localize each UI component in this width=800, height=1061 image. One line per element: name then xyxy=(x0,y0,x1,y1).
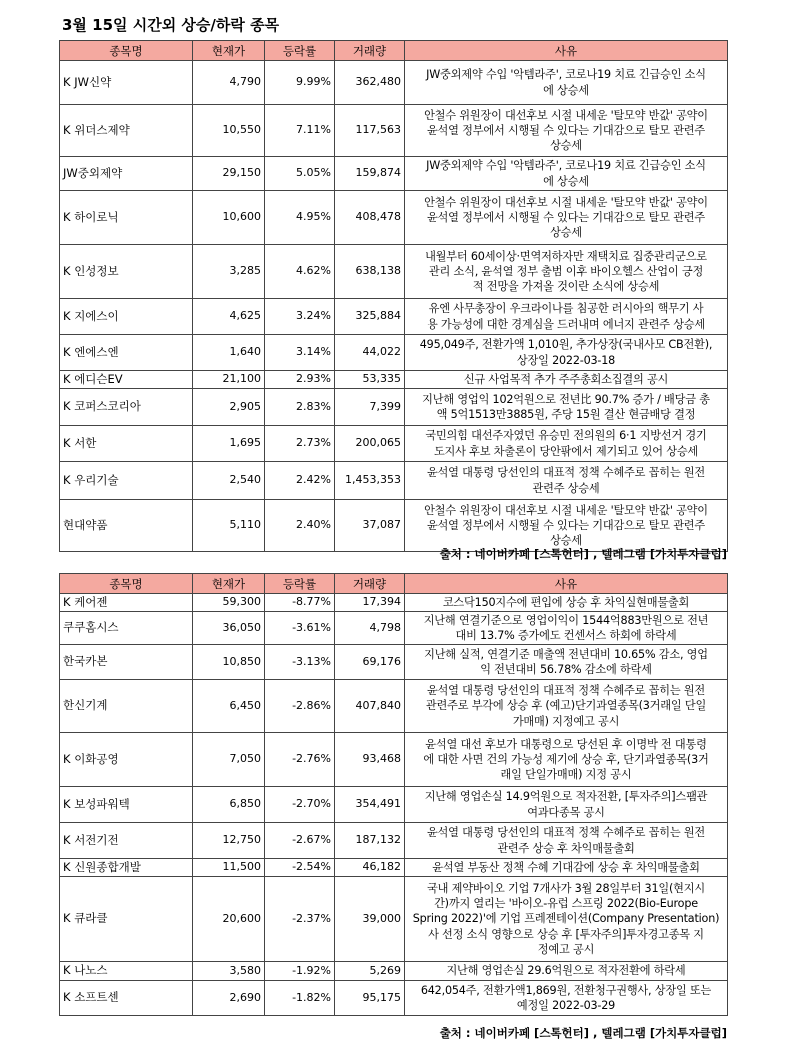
reason-line: 코스닥150지수에 편입에 상승 후 차익실현매물출회 xyxy=(442,595,690,609)
reason-cell xyxy=(405,594,728,612)
reason-line: 윤석열 부동산 정책 수혜 기대감에 상승 후 차익매물출회 xyxy=(432,860,700,874)
change-rate-cell: -3.13% xyxy=(265,645,335,680)
table-header-row xyxy=(60,574,728,594)
reason-cell xyxy=(405,877,728,962)
table-row xyxy=(60,157,728,191)
falling-table-body xyxy=(60,594,728,1016)
stock-name-cell: K 소프트센 xyxy=(60,981,193,1016)
volume-cell: 95,175 xyxy=(335,981,405,1016)
price-cell: 6,850 xyxy=(193,787,265,823)
reason-line: JW중외제약 수입 '악템라주', 코로나19 치료 긴급승인 소식 xyxy=(426,68,706,82)
volume-cell: 187,132 xyxy=(335,823,405,859)
table-row xyxy=(60,61,728,105)
reason-line: 지난해 연결기준으로 영업이익이 1544억883만원으로 전년 xyxy=(423,613,709,627)
price-cell: 36,050 xyxy=(193,612,265,645)
table-row xyxy=(60,823,728,859)
stock-name-cell: K 하이로닉 xyxy=(60,191,193,245)
header-name: 종목명 xyxy=(60,574,193,594)
reason-cell xyxy=(405,500,728,552)
stock-name-cell: 현대약품 xyxy=(60,500,193,552)
stock-name-cell: K 엔에스엔 xyxy=(60,335,193,371)
reason-line: 상승세 xyxy=(550,226,582,240)
rising-table-body xyxy=(60,61,728,552)
change-rate-cell: 5.05% xyxy=(265,157,335,191)
reason-line: 윤석열 대통령 당선인의 대표적 정책 수혜주로 꼽히는 원전 xyxy=(426,466,706,480)
change-rate-cell: 3.24% xyxy=(265,299,335,335)
stock-name-cell: K 신원종합개발 xyxy=(60,859,193,877)
stock-name-cell: K 이화공영 xyxy=(60,733,193,787)
volume-cell: 638,138 xyxy=(335,245,405,299)
reason-line: 가매매) 지정예고 공시 xyxy=(512,714,620,728)
reason-cell xyxy=(405,371,728,389)
table-header-row xyxy=(60,41,728,61)
stock-name-cell: 한신기계 xyxy=(60,680,193,733)
header-volume: 거래량 xyxy=(335,574,405,594)
reason-line: 관련주로 부각에 상승 후 (예고)단기과열종목(3거래일 단일 xyxy=(425,699,707,713)
price-cell: 11,500 xyxy=(193,859,265,877)
header-reason: 사유 xyxy=(405,574,728,594)
falling-stocks-table xyxy=(59,573,728,1016)
change-rate-cell: -2.54% xyxy=(265,859,335,877)
stock-name-cell: K 코퍼스코리아 xyxy=(60,389,193,426)
reason-cell xyxy=(405,157,728,191)
price-cell: 10,850 xyxy=(193,645,265,680)
change-rate-cell: 4.62% xyxy=(265,245,335,299)
change-rate-cell: 4.95% xyxy=(265,191,335,245)
stock-name-cell: 쿠쿠홈시스 xyxy=(60,612,193,645)
table-row xyxy=(60,335,728,371)
volume-cell: 44,022 xyxy=(335,335,405,371)
reason-line: 여과다종목 공시 xyxy=(527,805,605,819)
reason-line: 유엔 사무총장이 우크라이나를 침공한 러시아의 핵무기 사 xyxy=(428,302,704,316)
reason-cell xyxy=(405,389,728,426)
change-rate-cell: -1.82% xyxy=(265,981,335,1016)
stock-name-cell: K 보성파워텍 xyxy=(60,787,193,823)
reason-cell xyxy=(405,981,728,1016)
reason-line: 국내 제약바이오 기업 7개사가 3월 28일부터 31일(현지시 xyxy=(427,882,705,896)
change-rate-cell: -2.70% xyxy=(265,787,335,823)
change-rate-cell: -1.92% xyxy=(265,962,335,981)
change-rate-cell: 2.83% xyxy=(265,389,335,426)
reason-cell xyxy=(405,645,728,680)
header-change: 등락률 xyxy=(265,41,335,61)
price-cell: 59,300 xyxy=(193,594,265,612)
change-rate-cell: 2.40% xyxy=(265,500,335,552)
reason-line: Spring 2022)'에 기업 프레젠테이션(Company Presentation) xyxy=(412,912,720,926)
price-cell: 5,110 xyxy=(193,500,265,552)
stock-name-cell: 한국카본 xyxy=(60,645,193,680)
price-cell: 2,540 xyxy=(193,462,265,500)
reason-line: 도지사 후보 차출론이 당안팎에서 제기되고 있어 상승세 xyxy=(433,444,699,458)
table-row xyxy=(60,389,728,426)
table-row xyxy=(60,462,728,500)
volume-cell: 362,480 xyxy=(335,61,405,105)
stock-name-cell: K JW신약 xyxy=(60,61,193,105)
volume-cell: 159,874 xyxy=(335,157,405,191)
stock-name-cell: K 나노스 xyxy=(60,962,193,981)
reason-line: 에 상승세 xyxy=(543,83,589,97)
reason-line: 관련주 상승 후 차익매물출회 xyxy=(497,841,635,855)
reason-line: 642,054주, 전환가액1,869원, 전환청구권행사, 상장일 또는 xyxy=(420,983,712,997)
price-cell: 12,750 xyxy=(193,823,265,859)
stock-name-cell: K 인성정보 xyxy=(60,245,193,299)
reason-line: 지난해 영업손실 14.9억원으로 적자전환, [투자주의]스팸관 xyxy=(424,790,708,804)
reason-line: 윤석열 대선 후보가 대통령으로 당선된 후 이명박 전 대통령 xyxy=(425,737,707,751)
stock-name-cell: K 서한 xyxy=(60,426,193,462)
reason-line: 지난해 영업손실 29.6억원으로 적자전환에 하락세 xyxy=(446,964,686,978)
stock-name-cell: K 위더스제약 xyxy=(60,105,193,157)
volume-cell: 407,840 xyxy=(335,680,405,733)
reason-cell xyxy=(405,962,728,981)
table-row xyxy=(60,859,728,877)
table-row xyxy=(60,645,728,680)
stock-name-cell: K 서전기전 xyxy=(60,823,193,859)
price-cell: 4,625 xyxy=(193,299,265,335)
price-cell: 20,600 xyxy=(193,877,265,962)
price-cell: 2,905 xyxy=(193,389,265,426)
stock-name-cell: K 우리기술 xyxy=(60,462,193,500)
volume-cell: 17,394 xyxy=(335,594,405,612)
price-cell: 7,050 xyxy=(193,733,265,787)
rising-stocks-table xyxy=(59,40,728,552)
reason-cell xyxy=(405,191,728,245)
table-row xyxy=(60,981,728,1016)
volume-cell: 46,182 xyxy=(335,859,405,877)
table-row xyxy=(60,500,728,552)
stock-name-cell: K 큐라클 xyxy=(60,877,193,962)
table-row xyxy=(60,105,728,157)
volume-cell: 408,478 xyxy=(335,191,405,245)
reason-line: 사 선정 소식 영향으로 상승 후 [투자주의]투자경고종목 지 xyxy=(428,927,704,941)
volume-cell: 1,453,353 xyxy=(335,462,405,500)
reason-line: JW중외제약 수입 '악템라주', 코로나19 치료 긴급승인 소식 xyxy=(426,159,706,173)
reason-line: 간)까지 열리는 '바이오-유럽 스프링 2022(Bio-Europe xyxy=(434,897,698,911)
table-row xyxy=(60,962,728,981)
change-rate-cell: 9.99% xyxy=(265,61,335,105)
reason-line: 안철수 위원장이 대선후보 시절 내세운 '탈모약 반값' 공약이 xyxy=(424,108,708,122)
table-row xyxy=(60,594,728,612)
table-row xyxy=(60,245,728,299)
price-cell: 4,790 xyxy=(193,61,265,105)
table-row xyxy=(60,733,728,787)
volume-cell: 7,399 xyxy=(335,389,405,426)
change-rate-cell: -2.86% xyxy=(265,680,335,733)
reason-line: 내월부터 60세이상·면역저하자만 재택치료 집중관리군으로 xyxy=(425,249,707,263)
table-row xyxy=(60,191,728,245)
price-cell: 3,285 xyxy=(193,245,265,299)
volume-cell: 354,491 xyxy=(335,787,405,823)
reason-cell xyxy=(405,335,728,371)
price-cell: 2,690 xyxy=(193,981,265,1016)
reason-cell xyxy=(405,299,728,335)
reason-line: 래일 단일가매매) 지정 공시 xyxy=(500,768,632,782)
reason-cell xyxy=(405,612,728,645)
volume-cell: 117,563 xyxy=(335,105,405,157)
stock-name-cell: K 지에스이 xyxy=(60,299,193,335)
volume-cell: 39,000 xyxy=(335,877,405,962)
reason-cell xyxy=(405,680,728,733)
price-cell: 21,100 xyxy=(193,371,265,389)
change-rate-cell: 3.14% xyxy=(265,335,335,371)
table-row xyxy=(60,612,728,645)
header-change: 등락률 xyxy=(265,574,335,594)
reason-line: 495,049주, 전환가액 1,010원, 추가상장(국내사모 CB전환), xyxy=(419,338,713,352)
page-title: 3월 15일 시간외 상승/하락 종목 xyxy=(62,16,280,34)
volume-cell: 69,176 xyxy=(335,645,405,680)
header-reason: 사유 xyxy=(405,41,728,61)
reason-line: 예정일 2022-03-29 xyxy=(516,999,616,1012)
reason-line: 적 전망을 가져올 것이란 소식에 상승세 xyxy=(472,280,660,294)
change-rate-cell: 2.93% xyxy=(265,371,335,389)
header-name: 종목명 xyxy=(60,41,193,61)
reason-line: 대비 13.7% 증가에도 컨센서스 하회에 하락세 xyxy=(455,629,677,642)
price-cell: 1,695 xyxy=(193,426,265,462)
reason-line: 지난해 영업익 102억원으로 전년比 90.7% 증가 / 배당금 총 xyxy=(422,392,710,406)
reason-line: 관련주 상승세 xyxy=(532,481,600,495)
price-cell: 10,600 xyxy=(193,191,265,245)
reason-line: 정예고 공시 xyxy=(537,942,595,956)
reason-cell xyxy=(405,733,728,787)
table-row xyxy=(60,877,728,962)
reason-line: 신규 사업목적 추가 주주총회소집결의 공시 xyxy=(463,372,669,386)
change-rate-cell: -2.76% xyxy=(265,733,335,787)
reason-line: 윤석열 정부에서 시행될 수 있다는 기대감으로 탈모 관련주 xyxy=(426,123,706,137)
stock-name-cell: K 에디슨EV xyxy=(60,371,193,389)
reason-line: 상장일 2022-03-18 xyxy=(516,353,616,367)
reason-cell xyxy=(405,859,728,877)
table-row xyxy=(60,680,728,733)
reason-cell xyxy=(405,61,728,105)
reason-line: 관리 소식, 윤석열 정부 출범 이후 바이오헬스 산업이 긍정 xyxy=(428,264,704,278)
price-cell: 1,640 xyxy=(193,335,265,371)
header-volume: 거래량 xyxy=(335,41,405,61)
header-price: 현재가 xyxy=(193,41,265,61)
source-note-rising: 출처 : 네이버카페 [스톡헌터] , 텔레그램 [가치투자클럽] xyxy=(439,547,727,561)
stock-name-cell: K 케어젠 xyxy=(60,594,193,612)
volume-cell: 4,798 xyxy=(335,612,405,645)
reason-cell xyxy=(405,787,728,823)
reason-line: 에 대한 사면 건의 가능성 제기에 상승 후, 단기과열종목(3거 xyxy=(423,752,709,766)
price-cell: 29,150 xyxy=(193,157,265,191)
reason-cell xyxy=(405,105,728,157)
price-cell: 10,550 xyxy=(193,105,265,157)
reason-line: 상승세 xyxy=(550,139,582,153)
change-rate-cell: 2.42% xyxy=(265,462,335,500)
volume-cell: 93,468 xyxy=(335,733,405,787)
reason-line: 용 가능성에 대한 경계심을 드러내며 에너지 관련주 상승세 xyxy=(426,317,706,331)
reason-cell xyxy=(405,245,728,299)
change-rate-cell: 7.11% xyxy=(265,105,335,157)
volume-cell: 325,884 xyxy=(335,299,405,335)
reason-line: 국민의힘 대선주자였던 유승민 전의원의 6·1 지방선거 경기 xyxy=(425,429,707,443)
stock-name-cell: JW중외제약 xyxy=(60,157,193,191)
table-row xyxy=(60,426,728,462)
reason-line: 안철수 위원장이 대선후보 시절 내세운 '탈모약 반값' 공약이 xyxy=(424,195,708,209)
source-note-falling: 출처 : 네이버카페 [스톡헌터] , 텔레그램 [가치투자클럽] xyxy=(439,1026,727,1040)
volume-cell: 5,269 xyxy=(335,962,405,981)
reason-line: 윤석열 대통령 당선인의 대표적 정책 수혜주로 꼽히는 원전 xyxy=(426,684,706,698)
reason-line: 에 상승세 xyxy=(543,174,589,188)
reason-line: 안철수 위원장이 대선후보 시절 내세운 '탈모약 반값' 공약이 xyxy=(424,503,708,517)
table-row xyxy=(60,299,728,335)
volume-cell: 37,087 xyxy=(335,500,405,552)
reason-line: 상승세 xyxy=(550,534,582,548)
header-price: 현재가 xyxy=(193,574,265,594)
change-rate-cell: -8.77% xyxy=(265,594,335,612)
reason-line: 지난해 실적, 연결기준 매출액 전년대비 10.65% 감소, 영업 xyxy=(424,647,708,661)
change-rate-cell: 2.73% xyxy=(265,426,335,462)
table-row xyxy=(60,371,728,389)
reason-line: 액 5억1513만3885원, 주당 15원 결산 현금배당 결정 xyxy=(436,408,696,421)
volume-cell: 53,335 xyxy=(335,371,405,389)
change-rate-cell: -2.67% xyxy=(265,823,335,859)
price-cell: 6,450 xyxy=(193,680,265,733)
reason-cell xyxy=(405,823,728,859)
price-cell: 3,580 xyxy=(193,962,265,981)
change-rate-cell: -2.37% xyxy=(265,877,335,962)
reason-cell xyxy=(405,462,728,500)
volume-cell: 200,065 xyxy=(335,426,405,462)
table-row xyxy=(60,787,728,823)
reason-line: 윤석열 정부에서 시행될 수 있다는 기대감으로 탈모 관련주 xyxy=(426,210,706,224)
reason-line: 윤석열 대통령 당선인의 대표적 정책 수혜주로 꼽히는 원전 xyxy=(426,826,706,840)
reason-line: 익 전년대비 56.78% 감소에 하락세 xyxy=(480,663,652,676)
change-rate-cell: -3.61% xyxy=(265,612,335,645)
reason-line: 윤석열 정부에서 시행될 수 있다는 기대감으로 탈모 관련주 xyxy=(426,518,706,532)
reason-cell xyxy=(405,426,728,462)
